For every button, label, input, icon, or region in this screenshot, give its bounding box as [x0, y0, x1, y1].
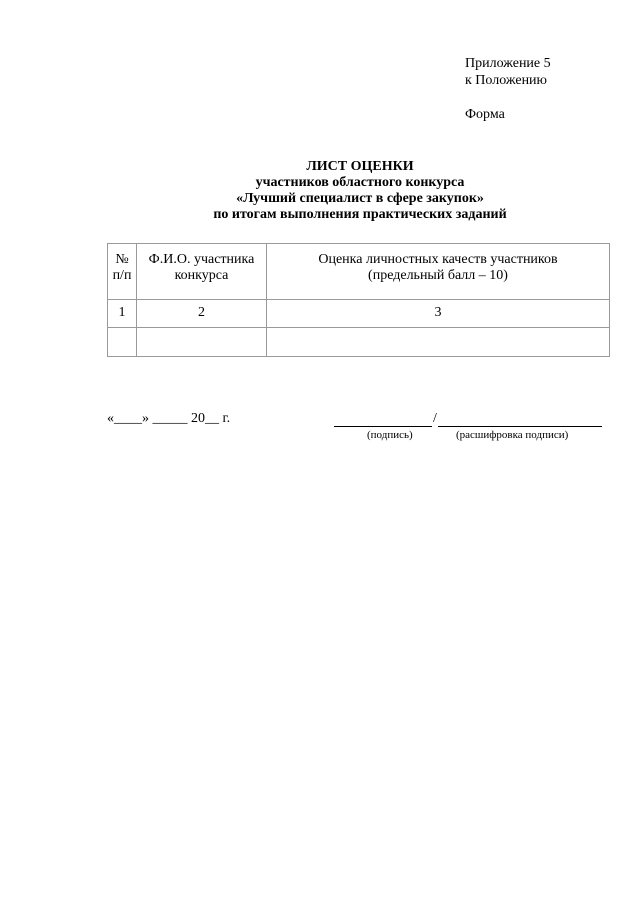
signature-captions: [334, 427, 602, 441]
column-number-row: [108, 300, 610, 328]
heading-subject: участников областного конкурса: [255, 175, 465, 190]
heading-contest-name: «Лучший специалист в сфере закупок»: [236, 191, 484, 206]
header-score-line1: Оценка личностных качеств участников: [318, 252, 558, 267]
header-number-line1: №: [115, 252, 129, 267]
header-participant-line1: Ф.И.О. участника: [148, 252, 255, 267]
score-table: [107, 243, 610, 357]
signature-caption: (подпись): [367, 429, 413, 441]
header-score-line2: (предельный балл – 10): [368, 268, 508, 283]
table-cell: [267, 328, 610, 357]
signature-separator: /: [433, 411, 437, 426]
table-cell: [108, 328, 137, 357]
signature-line: [334, 412, 432, 427]
column-number-cell: 3: [267, 300, 610, 328]
signature-lines: [334, 411, 602, 427]
header-participant-line2: конкурса: [174, 268, 229, 283]
header-number: [108, 244, 137, 300]
document-heading: [0, 159, 640, 223]
table-header-row: [108, 244, 610, 300]
header-score: [267, 244, 610, 300]
document-title: ЛИСТ ОЦЕНКИ: [306, 159, 414, 174]
signature-block: [334, 411, 602, 441]
table-row: [108, 328, 610, 357]
appendix-block: [465, 55, 551, 123]
appendix-reference: к Положению: [465, 73, 548, 88]
decode-caption: (расшифровка подписи): [456, 429, 569, 441]
table-cell: [137, 328, 267, 357]
header-participant-name: [137, 244, 267, 300]
column-number-cell: 1: [108, 300, 137, 328]
appendix-number: Приложение 5: [465, 56, 551, 71]
header-number-line2: п/п: [112, 268, 132, 283]
form-label: Форма: [465, 107, 505, 122]
column-number-cell: 2: [137, 300, 267, 328]
heading-basis: по итогам выполнения практических заданий: [213, 207, 507, 222]
signature-decode-line: [438, 412, 602, 427]
date-field: «____» _____ 20__ г.: [107, 411, 231, 426]
